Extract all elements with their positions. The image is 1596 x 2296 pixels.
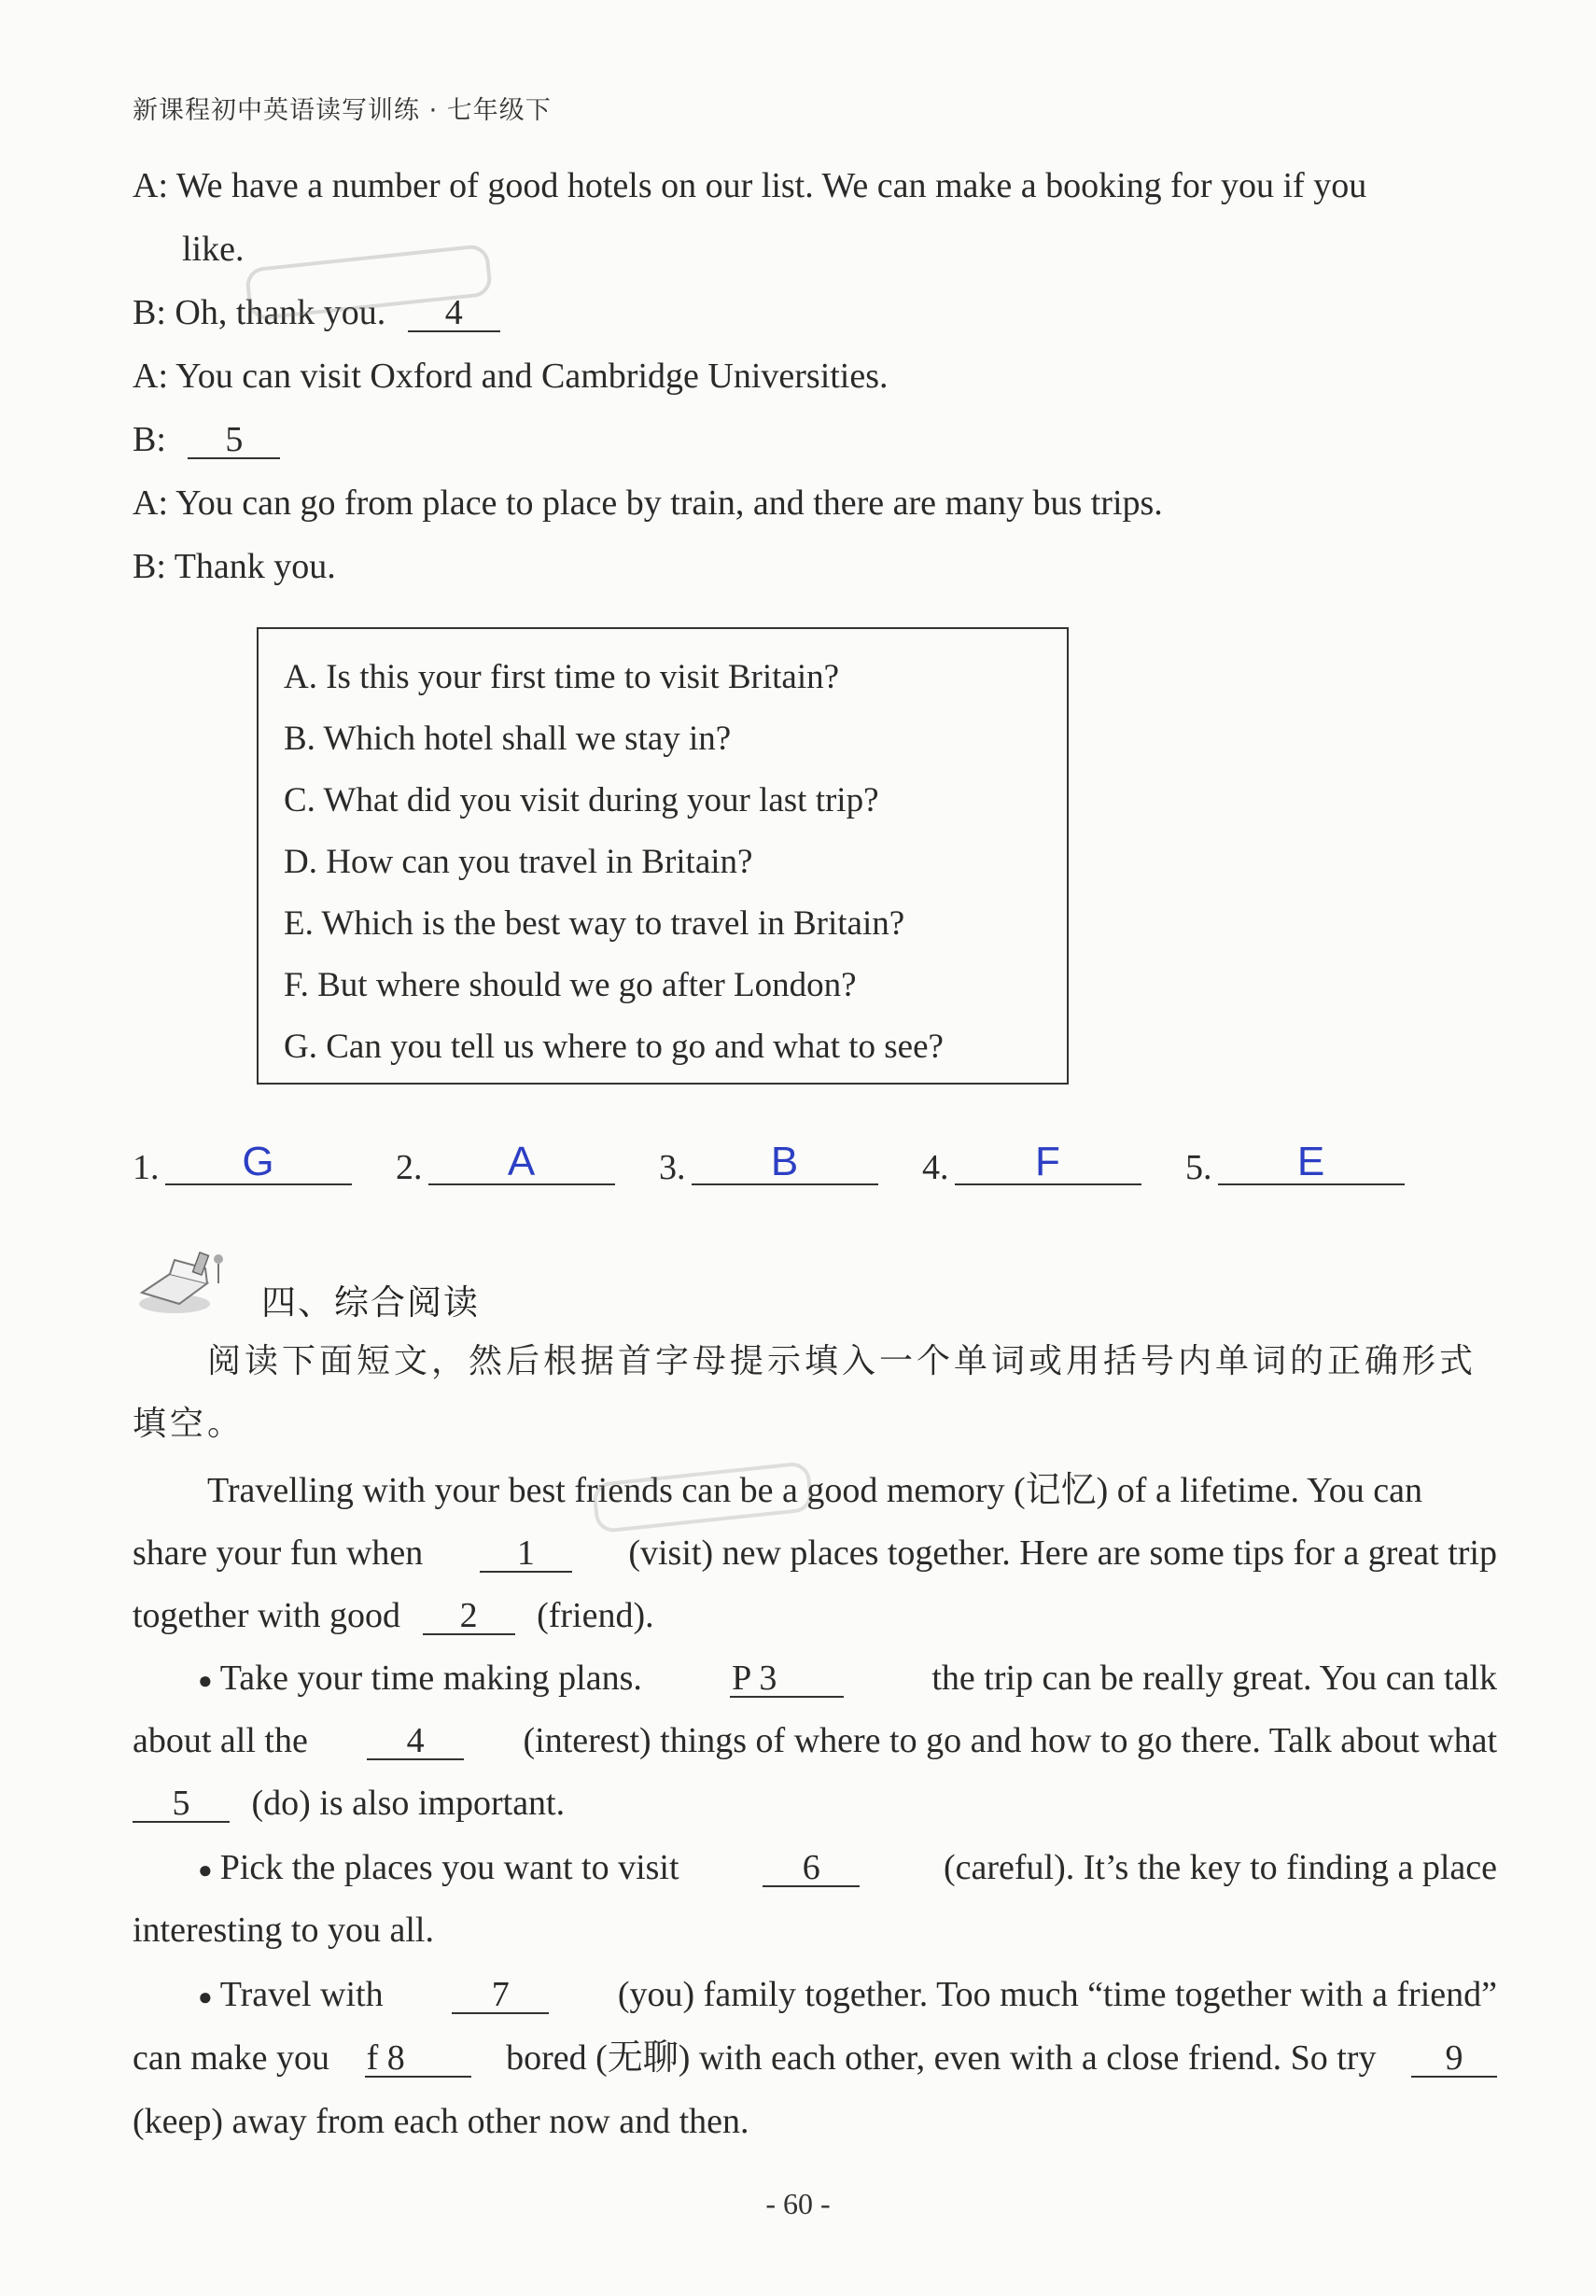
answer-2-number: 2. bbox=[396, 1148, 423, 1188]
instruction-line-1: 阅读下面短文，然后根据首字母提示填入一个单词或用括号内单词的正确形式 bbox=[207, 1342, 1477, 1380]
option-f: F. But where should we go after London? bbox=[284, 966, 857, 1004]
dialogue-line-5 bbox=[133, 422, 280, 459]
blank-3[interactable]: P 3 bbox=[730, 1660, 844, 1698]
dialogue-line-1: A: We have a number of good hotels on our list. We can make a booking for you if you bbox=[133, 166, 1367, 205]
passage-text: the trip can be really great. You can talk bbox=[931, 1659, 1497, 1698]
passage-text: (visit) new places together. Here are some tips for a great trip bbox=[628, 1533, 1497, 1573]
passage-text: bored (无聊) with each other, even with a close friend. So try bbox=[506, 2038, 1377, 2078]
passage-text bbox=[198, 1850, 679, 1887]
blank-1[interactable]: 1 bbox=[480, 1535, 572, 1573]
passage-line-2 bbox=[133, 1535, 1497, 1573]
passage-text: (do) is also important. bbox=[251, 1784, 566, 1823]
passage-text: (careful). It’s the key to finding a place bbox=[944, 1848, 1497, 1887]
blank-7[interactable]: 7 bbox=[452, 1977, 549, 2014]
passage-line-1: Travelling with your best friends can be a good memory (记忆) of a lifetime. You can bbox=[207, 1471, 1422, 1510]
section-title: 四、综合阅读 bbox=[261, 1282, 480, 1323]
passage-line-11: (keep) away from each other now and then. bbox=[133, 2102, 749, 2141]
dialogue-b-thanks: B: Oh, thank you. bbox=[133, 293, 386, 332]
reading-section-icon bbox=[133, 1246, 235, 1321]
blank-6[interactable]: 6 bbox=[763, 1850, 860, 1887]
page-number: - 60 - bbox=[765, 2187, 831, 2220]
passage-text: Take your time making plans. bbox=[219, 1659, 642, 1698]
passage-text bbox=[198, 1660, 642, 1698]
passage-line-6 bbox=[133, 1785, 565, 1823]
passage-text: (friend). bbox=[537, 1596, 654, 1635]
passage-text: about all the bbox=[133, 1721, 308, 1760]
option-c: C. What did you visit during your last trip? bbox=[284, 781, 879, 819]
answer-3 bbox=[659, 1139, 878, 1188]
passage-text: share your fun when bbox=[133, 1533, 424, 1573]
answer-2 bbox=[396, 1139, 615, 1188]
passage-text: can make you bbox=[133, 2038, 330, 2078]
passage-line-10 bbox=[133, 2040, 1497, 2078]
passage-text bbox=[198, 1977, 384, 2014]
answer-4-value[interactable]: F bbox=[955, 1141, 1141, 1185]
answer-3-number: 3. bbox=[659, 1148, 686, 1188]
answer-2-value[interactable]: A bbox=[428, 1141, 615, 1185]
options-box bbox=[257, 627, 1069, 1085]
blank-9[interactable]: 9 bbox=[1411, 2040, 1497, 2078]
bullet-icon: ● bbox=[198, 1983, 213, 2011]
instruction-line-2: 填空。 bbox=[133, 1405, 245, 1443]
passage-text: together with good bbox=[133, 1596, 401, 1635]
answer-5-value[interactable]: E bbox=[1218, 1141, 1405, 1185]
option-e: E. Which is the best way to travel in Britain? bbox=[284, 904, 905, 943]
option-g: G. Can you tell us where to go and what to see? bbox=[284, 1028, 944, 1066]
watermark-logo bbox=[588, 1461, 821, 1535]
answer-1-value[interactable]: G bbox=[165, 1141, 352, 1185]
answer-5-number: 5. bbox=[1185, 1148, 1212, 1188]
passage-line-9 bbox=[198, 1977, 1497, 2014]
blank-4-passage[interactable]: 4 bbox=[367, 1723, 464, 1760]
answer-4-number: 4. bbox=[922, 1148, 949, 1188]
blank-5[interactable]: 5 bbox=[188, 422, 280, 459]
answer-1-number: 1. bbox=[133, 1148, 160, 1188]
passage-text: (interest) things of where to go and how to go there. Talk about what bbox=[523, 1721, 1497, 1760]
dialogue-line-6: A: You can go from place to place by train, and there are many bus trips. bbox=[133, 483, 1163, 523]
passage-text: Pick the places you want to visit bbox=[219, 1848, 679, 1887]
passage-line-5 bbox=[133, 1723, 1497, 1760]
option-a: A. Is this your first time to visit Britain? bbox=[284, 658, 840, 696]
answer-3-value[interactable]: B bbox=[692, 1141, 878, 1185]
dialogue-line-2: like. bbox=[182, 230, 245, 269]
bullet-icon: ● bbox=[198, 1667, 213, 1695]
passage-line-4 bbox=[198, 1660, 1497, 1698]
bullet-icon: ● bbox=[198, 1856, 213, 1884]
answer-1 bbox=[133, 1139, 352, 1188]
blank-5-passage[interactable]: 5 bbox=[133, 1785, 230, 1823]
blank-8[interactable]: f 8 bbox=[365, 2040, 471, 2078]
passage-text: (you) family together. Too much “time together with a friend” bbox=[617, 1975, 1497, 2014]
passage-line-3 bbox=[133, 1598, 654, 1635]
dialogue-line-4: A: You can visit Oxford and Cambridge Universities. bbox=[133, 357, 889, 396]
blank-2[interactable]: 2 bbox=[423, 1598, 515, 1635]
option-d: D. How can you travel in Britain? bbox=[284, 843, 753, 881]
blank-4[interactable]: 4 bbox=[408, 295, 500, 332]
dialogue-b-label: B: bbox=[133, 420, 166, 459]
answer-row bbox=[0, 1141, 1596, 1197]
option-b: B. Which hotel shall we stay in? bbox=[284, 720, 732, 758]
passage-line-7 bbox=[198, 1850, 1497, 1887]
dialogue-line-7: B: Thank you. bbox=[133, 547, 336, 586]
answer-4 bbox=[922, 1139, 1141, 1188]
passage-text: Travel with bbox=[219, 1975, 384, 2014]
running-header: 新课程初中英语读写训练 · 七年级下 bbox=[133, 96, 552, 125]
answer-5 bbox=[1185, 1139, 1405, 1188]
watermark-logo bbox=[241, 245, 502, 319]
passage-line-8: interesting to you all. bbox=[133, 1911, 434, 1950]
